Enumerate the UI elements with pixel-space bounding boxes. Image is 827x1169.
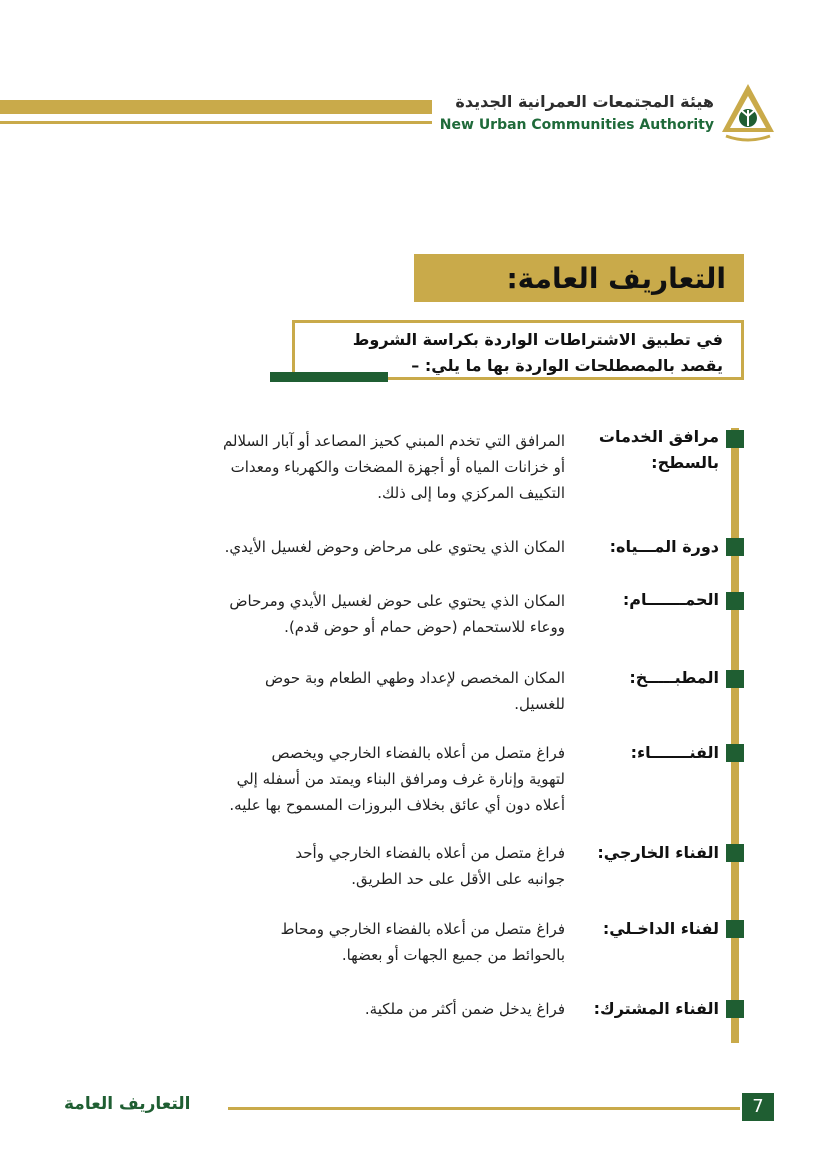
definition-bullet: [726, 920, 744, 938]
definition-term: [559, 996, 719, 1022]
definition-text-line: المرافق التي تخدم المبني كحيز المصاعد أو آبار السلالم: [222, 432, 565, 450]
definition-term-line: الفنـــــــاء:: [630, 743, 719, 762]
definition-term-line: الفناء المشترك:: [593, 999, 719, 1018]
definition-term-line: بالسطح:: [651, 453, 719, 472]
footer-section-title: التعاريف العامة: [64, 1094, 191, 1114]
authority-logo-icon: [720, 82, 776, 144]
intro-line-2: يقصد بالمصطلحات الواردة بها ما يلي: –: [411, 356, 723, 375]
header-gold-bar: [0, 100, 432, 114]
definition-term: [559, 534, 719, 560]
definition-text-line: أعلاه دون أي عائق بخلاف البروزات المسموح بها عليه.: [229, 796, 565, 814]
definition-text-line: أو خزانات المياه أو أجهزة المضخات والكهرباء ومعدات: [230, 458, 565, 476]
intro-line-1: في تطبيق الاشتراطات الواردة بكراسة الشروط: [352, 330, 723, 349]
definition-bullet: [726, 670, 744, 688]
definition-text-line: للغسيل.: [514, 695, 565, 713]
definition-term-line: الحمـــــــام:: [622, 590, 719, 609]
definition-term-line: مرافق الخدمات: [598, 427, 719, 446]
footer-gold-line: [228, 1107, 740, 1110]
org-name-arabic: هيئة المجتمعات العمرانية الجديدة: [455, 92, 714, 111]
definition-term: [559, 424, 719, 476]
section-title-box: [414, 254, 744, 302]
definition-text-line: المكان الذي يحتوي على مرحاض وحوض لغسيل الأيدي.: [224, 538, 565, 556]
definition-term: [559, 840, 719, 866]
definition-text: [125, 740, 565, 818]
org-name-english: New Urban Communities Authority: [439, 117, 714, 133]
definition-bullet: [726, 538, 744, 556]
definition-term: [559, 740, 719, 766]
section-title: التعاريف العامة:: [506, 261, 726, 295]
definition-text: [125, 534, 565, 560]
definition-text-line: المكان الذي يحتوي على حوض لغسيل الأيدي ومرحاض: [229, 592, 565, 610]
definition-bullet: [726, 744, 744, 762]
definition-text-line: فراغ متصل من أعلاه بالفضاء الخارجي ومحاط: [280, 920, 565, 938]
definition-text-line: فراغ متصل من أعلاه بالفضاء الخارجي ويخصص: [271, 744, 565, 762]
definition-term-line: المطبـــــخ:: [629, 668, 719, 687]
definition-text: [125, 840, 565, 892]
definition-term: [559, 665, 719, 691]
definition-text: [125, 588, 565, 640]
header-gold-line: [0, 121, 432, 124]
definition-text: [125, 996, 565, 1022]
definition-text-line: لتهوية وإنارة غرف ومرافق البناء ويمتد من أسفله إلي: [236, 770, 565, 788]
page-number: 7: [742, 1093, 774, 1121]
definition-text-line: جوانبه على الأقل على حد الطريق.: [351, 870, 565, 888]
definition-text: [125, 665, 565, 717]
definition-text-line: ووعاء للاستحمام (حوض حمام أو حوض قدم).: [284, 618, 565, 636]
definition-text-line: بالحوائط من جميع الجهات أو بعضها.: [341, 946, 565, 964]
definition-term-line: دورة المـــياه:: [609, 537, 719, 556]
definition-term-line: لفناء الداخـلي:: [602, 919, 719, 938]
intro-box: [292, 320, 744, 380]
intro-accent-bar: [270, 372, 388, 382]
definition-text: [125, 916, 565, 968]
definition-bullet: [726, 844, 744, 862]
definition-text-line: فراغ يدخل ضمن أكثر من ملكية.: [364, 1000, 565, 1018]
definition-bullet: [726, 430, 744, 448]
definition-term-line: الفناء الخارجي:: [597, 843, 719, 862]
definition-text-line: فراغ متصل من أعلاه بالفضاء الخارجي وأحد: [295, 844, 565, 862]
definitions-vertical-rule: [731, 428, 739, 1043]
definition-text: [125, 428, 565, 506]
definition-term: [559, 916, 719, 942]
definition-bullet: [726, 592, 744, 610]
definition-text-line: المكان المخصص لإعداد وطهي الطعام وبة حوض: [265, 669, 565, 687]
definition-text-line: التكييف المركزي وما إلى ذلك.: [377, 484, 565, 502]
definition-term: [559, 587, 719, 613]
definition-bullet: [726, 1000, 744, 1018]
